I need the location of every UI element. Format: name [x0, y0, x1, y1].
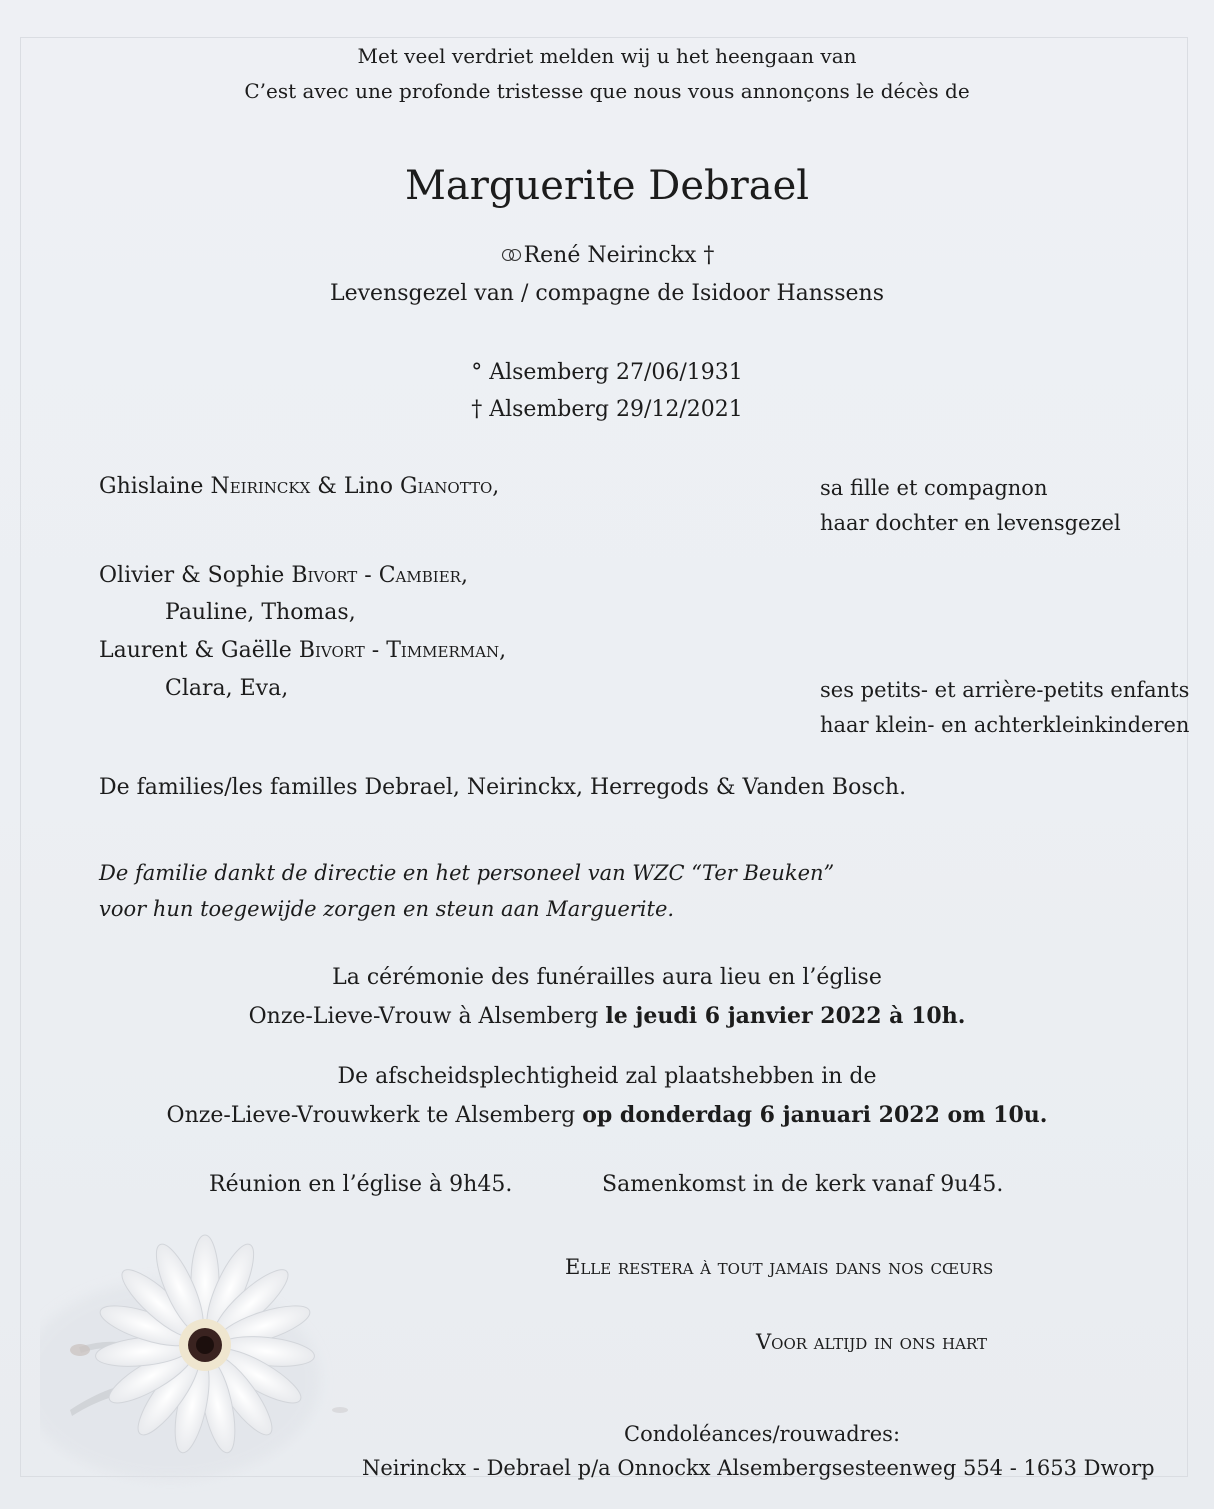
- family-great-grandchildren-1: Pauline, Thomas,: [165, 600, 356, 625]
- death-line: † Alsemberg 29/12/2021: [471, 397, 743, 422]
- birth-line: ° Alsemberg 27/06/1931: [471, 360, 743, 385]
- spouse-name: René Neirinckx †: [523, 243, 715, 268]
- relation-grandchildren-nl: haar klein- en achterkleinkinderen: [820, 713, 1190, 737]
- meeting-nl: Samenkomst in de kerk vanaf 9u45.: [602, 1172, 1004, 1197]
- deceased-name: Marguerite Debrael: [404, 163, 810, 209]
- thanks-line-2: voor hun toegewijde zorgen en steun aan Marguerite.: [99, 897, 675, 921]
- ceremony-fr-line-2: Onze-Lieve-Vrouw à Alsemberg le jeudi 6 janvier 2022 à 10h.: [248, 1003, 966, 1029]
- relation-daughter-nl: haar dochter en levensgezel: [820, 511, 1121, 535]
- family-great-grandchildren-2: Clara, Eva,: [165, 676, 289, 701]
- partner-line: Levensgezel van / compagne de Isidoor Hanssens: [329, 281, 884, 306]
- family-grandchild-2: Laurent & Gaëlle Bivort - Timmerman,: [99, 638, 507, 663]
- meeting-fr: Réunion en l’église à 9h45.: [209, 1172, 513, 1197]
- family-grandchild-1: Olivier & Sophie Bivort - Cambier,: [99, 563, 468, 588]
- relation-grandchildren-fr: ses petits- et arrière-petits enfants: [820, 678, 1190, 702]
- closing-fr: Elle restera à tout jamais dans nos cœurs: [565, 1255, 994, 1279]
- thanks-line-1: De familie dankt de directie en het personeel van WZC “Ter Beuken”: [99, 861, 835, 885]
- intro-dutch: Met veel verdriet melden wij u het heengaan van: [357, 44, 857, 68]
- families-line: De families/les familles Debrael, Neirinckx, Herregods & Vanden Bosch.: [99, 775, 907, 800]
- closing-nl: Voor altijd in ons hart: [756, 1330, 987, 1354]
- ceremony-nl-line-2: Onze-Lieve-Vrouwkerk te Alsemberg op donderdag 6 januari 2022 om 10u.: [166, 1102, 1048, 1128]
- condolences-label: Condoléances/rouwadres:: [624, 1422, 901, 1446]
- relation-daughter-fr: sa fille et compagnon: [820, 476, 1048, 500]
- intro-french: C’est avec une profonde tristesse que nous vous annonçons le décès de: [244, 79, 970, 103]
- spouse-line: [0, 243, 1214, 268]
- ceremony-nl-line-1: De afscheidsplechtigheid zal plaatshebben in de: [337, 1064, 877, 1089]
- family-daughter: Ghislaine Neirinckx & Lino Gianotto,: [99, 474, 500, 499]
- wedding-rings-icon: [500, 248, 524, 262]
- ceremony-fr-line-1: La cérémonie des funérailles aura lieu en l’église: [332, 965, 882, 990]
- gerbera-flower-image: [40, 1230, 370, 1500]
- condolences-address: Neirinckx - Debrael p/a Onnockx Alsembergsesteenweg 554 - 1653 Dworp: [362, 1456, 1155, 1480]
